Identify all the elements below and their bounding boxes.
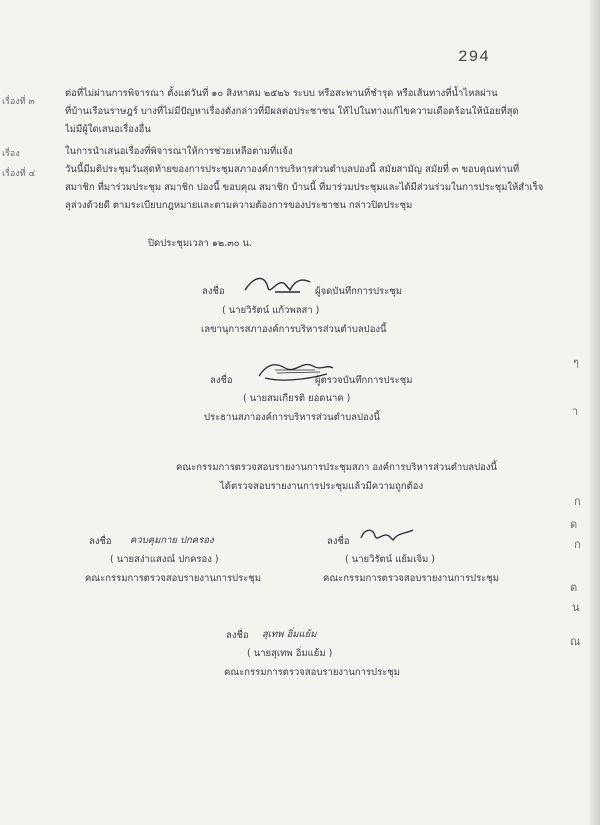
page-edge (590, 0, 600, 825)
signer-2-name: ( นายสมเกียรติ ยอดนาค ) (243, 393, 351, 404)
signer-1-name: ( นายวิรัตน์ แก้วพลสา ) (222, 305, 320, 316)
edge-mark: ก (574, 495, 581, 508)
sign-label-2: ลงชื่อ (210, 375, 233, 386)
committee-3-sign-label: ลงชื่อ (226, 630, 249, 641)
committee-2-signature (357, 522, 417, 546)
paragraph-3 (65, 161, 545, 215)
text-line: ในการนำเสนอเรื่องที่พิจารณาให้การช่วยเหลือตามที่แจ้ง (65, 146, 293, 157)
committee-2-name: ( นายวิรัตน์ แย้มเจิม ) (345, 554, 435, 565)
committee-3-signature: สุเทพ อิ่มแย้ม (262, 629, 317, 640)
edge-mark: ก (574, 538, 581, 551)
reviewer-role: ผู้ตรวจบันทึกการประชุม (315, 375, 413, 386)
committee-1-signature: ควบคุมกาย ปกครอง (130, 535, 214, 546)
edge-mark: ณ (570, 635, 581, 648)
edge-mark: ๆ (573, 356, 579, 369)
signer-1-position: เลขานุการสภาองค์การบริหารส่วนตำบลปองนี้ (201, 324, 387, 335)
paragraph-1 (65, 85, 545, 139)
sign-label-1: ลงชื่อ (202, 286, 225, 297)
page-number: 294 (458, 48, 490, 66)
edge-mark: ด (570, 518, 578, 531)
margin-note-1: เรื่องที่ ๓ (2, 97, 35, 107)
committee-2-sign-label: ลงชื่อ (327, 536, 350, 547)
text-line: สมาชิก ที่มาร่วมประชุม สมาชิก ปองนี้ ขอบคุณ สมาชิก บ้านนี้ ที่มาร่วมประชุมและได้มีส่วนร่วมในการประชุมให้สำเร็จ (65, 182, 544, 193)
signer-2-position: ประธานสภาองค์การบริหารส่วนตำบลปองนี้ (204, 412, 380, 423)
text-line: ที่บ้านเรือนราษฎร์ บางที่ไม่มีปัญหาเรื่องดังกล่าวที่มีผลต่อประชาชน ให้ไปในทางแก้ไขความเดือดร้อนให้น้อยที่สุด (65, 106, 519, 117)
committee-1-sign-label: ลงชื่อ (89, 536, 112, 547)
committee-1-name: ( นายสง่าแสงณ์ ปกครอง ) (110, 554, 219, 565)
committee-3-position: คณะกรรมการตรวจสอบรายงานการประชุม (224, 667, 400, 678)
text-line: ไม่มีผู้ใดเสนอเรื่องอื่น (65, 124, 151, 135)
committee-3-name: ( นายสุเทพ อิ่มแย้ม ) (247, 648, 333, 659)
paragraph-2 (65, 143, 545, 161)
committee-statement-2: ได้ตรวจสอบรายงานการประชุมแล้วมีความถูกต้อง (220, 481, 424, 492)
text-line: ลุล่วงด้วยดี ตามระเบียบกฎหมายและตามความต้องการของประชาชน กล่าวปิดประชุม (65, 200, 413, 211)
margin-note-3: เรื่องที่ ๔ (2, 169, 36, 179)
edge-mark: ต (570, 581, 578, 594)
edge-mark: น (572, 601, 580, 614)
closing-time: ปิดประชุมเวลา ๑๒.๓๐ น. (148, 238, 253, 249)
text-line: ต่อที่ไม่ผ่านการพิจารณา ตั้งแต่วันที่ ๑๐ สิงหาคม ๒๕๒๖ ระบบ หรือสะพานที่ชำรุด หรือเส้นทางที่น้ำไหลผ่าน (65, 88, 498, 99)
margin-note-2: เรื่อง (2, 149, 20, 159)
recorder-role: ผู้จดบันทึกการประชุม (315, 286, 402, 297)
text-line: วันนี้มีมติประชุมวันสุดท้ายของการประชุมสภาองค์การบริหารส่วนตำบลปองนี้ สมัยสามัญ สมัยที่ ๓ ขอบคุณท่านที่ (65, 164, 520, 175)
committee-statement-1: คณะกรรมการตรวจสอบรายงานการประชุมสภา องค์การบริหารส่วนตำบลปองนี้ (176, 462, 497, 473)
edge-mark: า (572, 405, 579, 418)
committee-2-position: คณะกรรมการตรวจสอบรายงานการประชุม (323, 573, 499, 584)
committee-1-position: คณะกรรมการตรวจสอบรายงานการประชุม (85, 573, 261, 584)
signature-1-scribble (240, 270, 320, 300)
